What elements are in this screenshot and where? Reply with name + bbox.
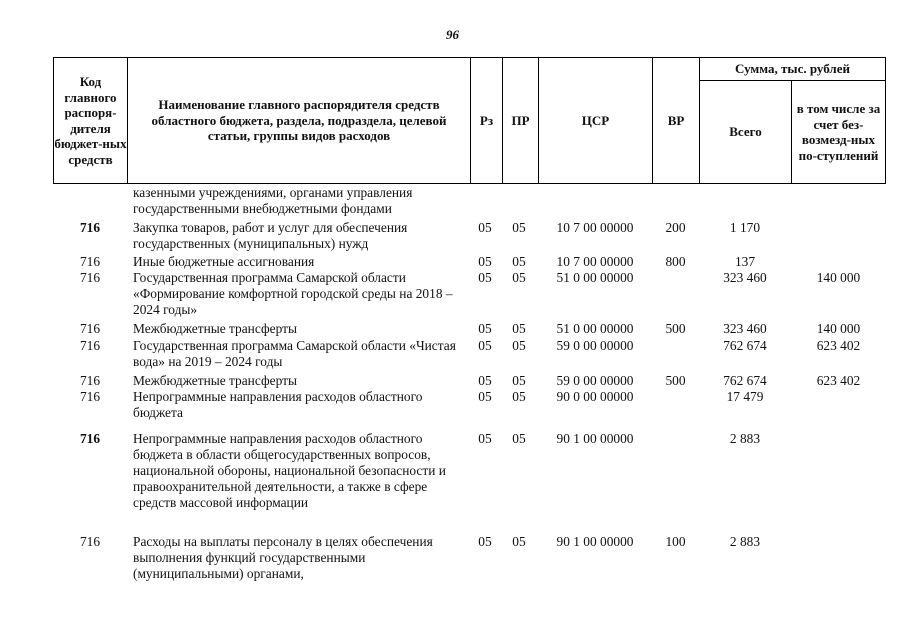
row-total: 137 bbox=[734, 254, 756, 269]
row-pr: 05 bbox=[512, 270, 526, 285]
row-vr: 100 bbox=[665, 534, 686, 549]
row-name: казенными учреждениями, органами управления государственными внебюджетными фондами bbox=[133, 185, 413, 216]
row-kod: 716 bbox=[79, 431, 101, 446]
row-total: 1 170 bbox=[729, 220, 761, 235]
row-rz: 05 bbox=[478, 254, 492, 269]
header-rz: Рз bbox=[470, 57, 503, 184]
row-name: Государственная программа Самарской области «Формирование комфортной городской среды на 2018 – 2024 годы» bbox=[133, 270, 453, 317]
row-name: Непрограммные направления расходов областного бюджета bbox=[133, 389, 423, 420]
row-kod: 716 bbox=[79, 270, 101, 285]
row-total: 323 460 bbox=[723, 270, 767, 285]
row-csr: 10 7 00 00000 bbox=[556, 254, 634, 269]
header-free: в том числе за счет без-возмезд-ных по-ступлений bbox=[791, 80, 886, 184]
row-kod: 716 bbox=[79, 338, 101, 353]
row-pr: 05 bbox=[512, 338, 526, 353]
row-free: 623 402 bbox=[816, 373, 861, 388]
header-pr: ПР bbox=[502, 57, 539, 184]
row-csr: 51 0 00 00000 bbox=[556, 270, 634, 285]
header-csr: ЦСР bbox=[538, 57, 653, 184]
row-total: 762 674 bbox=[723, 373, 767, 388]
row-pr: 05 bbox=[512, 220, 526, 235]
row-rz: 05 bbox=[478, 220, 492, 235]
row-csr: 90 0 00 00000 bbox=[556, 389, 634, 404]
row-total: 762 674 bbox=[723, 338, 767, 353]
row-total: 2 883 bbox=[729, 431, 761, 446]
row-kod: 716 bbox=[79, 220, 101, 235]
row-rz: 05 bbox=[478, 373, 492, 388]
row-name: Межбюджетные трансферты bbox=[133, 321, 297, 336]
row-rz: 05 bbox=[478, 534, 492, 549]
row-total: 323 460 bbox=[723, 321, 767, 336]
row-free: 140 000 bbox=[816, 270, 861, 285]
row-csr: 59 0 00 00000 bbox=[556, 373, 634, 388]
header-total: Всего bbox=[699, 80, 792, 184]
row-csr: 51 0 00 00000 bbox=[556, 321, 634, 336]
row-kod: 716 bbox=[79, 534, 101, 549]
row-free: 623 402 bbox=[816, 338, 861, 353]
row-csr: 90 1 00 00000 bbox=[556, 431, 634, 446]
row-vr: 500 bbox=[665, 373, 686, 388]
header-vr: ВР bbox=[652, 57, 700, 184]
row-kod: 716 bbox=[79, 373, 101, 388]
row-pr: 05 bbox=[512, 534, 526, 549]
row-rz: 05 bbox=[478, 338, 492, 353]
header-sum: Сумма, тыс. рублей bbox=[699, 57, 886, 81]
row-kod: 716 bbox=[79, 389, 101, 404]
row-name: Межбюджетные трансферты bbox=[133, 373, 297, 388]
page-number: 96 bbox=[446, 27, 459, 42]
row-vr: 800 bbox=[665, 254, 686, 269]
row-total: 17 479 bbox=[726, 389, 764, 404]
row-name: Иные бюджетные ассигнования bbox=[133, 254, 315, 269]
row-pr: 05 bbox=[512, 389, 526, 404]
row-vr: 200 bbox=[665, 220, 686, 235]
row-free: 140 000 bbox=[816, 321, 861, 336]
row-rz: 05 bbox=[478, 321, 492, 336]
row-pr: 05 bbox=[512, 431, 526, 446]
row-csr: 90 1 00 00000 bbox=[556, 534, 634, 549]
row-total: 2 883 bbox=[729, 534, 761, 549]
row-kod: 716 bbox=[79, 254, 101, 269]
row-name: Расходы на выплаты персоналу в целях обеспечения выполнения функций государственными (муниципальными) органами, bbox=[133, 534, 433, 581]
row-csr: 10 7 00 00000 bbox=[556, 220, 634, 235]
row-name: Непрограммные направления расходов областного бюджета в области общегосударственных вопросов, национальной обороны, национальной безопасности и правоохранительной деятельности, а также в сфере средств массовой информации bbox=[133, 431, 446, 510]
table-header bbox=[53, 57, 886, 184]
row-kod: 716 bbox=[79, 321, 101, 336]
header-name: Наименование главного распорядителя средств областного бюджета, раздела, подраздела, целевой статьи, группы видов расходов bbox=[127, 57, 471, 184]
row-name: Закупка товаров, работ и услуг для обеспечения государственных (муниципальных) нужд bbox=[133, 220, 408, 251]
row-pr: 05 bbox=[512, 321, 526, 336]
row-name: Государственная программа Самарской области «Чистая вода» на 2019 – 2024 годы bbox=[133, 338, 456, 369]
row-rz: 05 bbox=[478, 431, 492, 446]
row-vr: 500 bbox=[665, 321, 686, 336]
header-kod: Код главного распоря-дителя бюджет-ных средств bbox=[53, 57, 128, 184]
row-pr: 05 bbox=[512, 373, 526, 388]
row-pr: 05 bbox=[512, 254, 526, 269]
row-csr: 59 0 00 00000 bbox=[556, 338, 634, 353]
row-rz: 05 bbox=[478, 270, 492, 285]
row-rz: 05 bbox=[478, 389, 492, 404]
